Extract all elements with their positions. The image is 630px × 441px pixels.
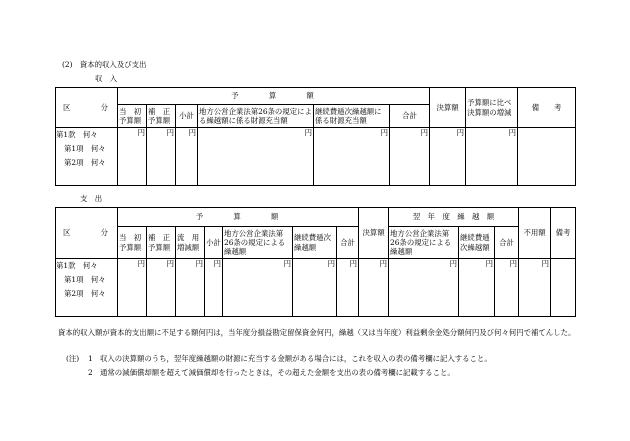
expense-next-year-header: 翌 年 度 繰 越 額 <box>389 208 519 227</box>
expense-initial-header: 当 初予算額 <box>118 227 147 259</box>
expense-ny-carryover-cell: 円 <box>389 259 459 317</box>
income-carryover-header: 地方公営企業法第26条の規定による繰越額に係る財源充当額 <box>198 105 314 128</box>
expense-table <box>55 207 576 317</box>
expense-diversion-header: 流 用増減額 <box>176 227 205 259</box>
expense-total-cell: 円 <box>337 259 359 317</box>
expense-revision-cell: 円 <box>147 259 176 317</box>
expense-remarks-cell <box>551 259 576 317</box>
expense-subtotal-header: 小計 <box>205 227 223 259</box>
expense-carryover-header: 地方公営企業法第26条の規定による繰越額 <box>223 227 293 259</box>
expense-unused-cell: 円 <box>519 259 551 317</box>
income-revision-cell: 円 <box>147 128 176 186</box>
income-row-3: 第2項 何々 <box>64 158 106 168</box>
income-total-header: 合計 <box>390 105 430 128</box>
expense-ny-carryover-header: 地方公営企業法第26条の規定による繰越額 <box>389 227 459 259</box>
income-settlement-cell: 円 <box>430 128 466 186</box>
note-2-number: 2 <box>88 368 93 377</box>
expense-category-header: 区 分 <box>56 208 118 259</box>
expense-ny-continuing-cell: 円 <box>459 259 495 317</box>
income-heading: 収 入 <box>95 74 118 83</box>
income-continuing-cell: 円 <box>314 128 390 186</box>
notes-label: (注) <box>66 354 80 363</box>
income-initial-cell: 円 <box>118 128 147 186</box>
income-subtotal-header: 小計 <box>176 105 198 128</box>
income-row-1: 第1款 何々 <box>56 130 98 139</box>
expense-subtotal-cell: 円 <box>205 259 223 317</box>
expense-continuing-cell: 円 <box>293 259 337 317</box>
expense-row-1: 第1款 何々 <box>56 261 98 270</box>
note-2-text: 通常の減価償却額を超えて減価償却を行ったときは，その超えた金額を支出の表の備考欄に記載すること。 <box>100 368 455 377</box>
income-category-header: 区 分 <box>56 88 118 128</box>
expense-continuing-header: 継続費逓次繰越額 <box>293 227 337 259</box>
income-initial-header: 当 初予算額 <box>118 105 147 128</box>
expense-heading: 支 出 <box>80 194 103 203</box>
expense-ny-continuing-header: 継続費逓次繰越額 <box>459 227 495 259</box>
income-table <box>55 87 576 186</box>
income-row-2: 第1項 何々 <box>64 144 106 154</box>
expense-row-2: 第1項 何々 <box>64 275 106 285</box>
expense-settlement-cell: 円 <box>359 259 389 317</box>
expense-diversion-cell: 円 <box>176 259 205 317</box>
expense-ny-total-header: 合計 <box>495 227 519 259</box>
note-1-text: 収入の決算額のうち，翌年度繰越額の財源に充当する金額がある場合には，これを収入の表の備考欄に記入すること。 <box>100 354 492 363</box>
expense-carryover-cell: 円 <box>223 259 293 317</box>
income-total-cell: 円 <box>390 128 430 186</box>
income-continuing-header: 継続費逓次繰越額に係る財源充当額 <box>314 105 390 128</box>
expense-initial-cell: 円 <box>118 259 147 317</box>
income-row-labels <box>56 128 118 186</box>
expense-settlement-header: 決算額 <box>359 208 389 259</box>
income-carryover-cell: 円 <box>198 128 314 186</box>
expense-unused-header: 不用額 <box>519 208 551 259</box>
expense-ny-total-cell: 円 <box>495 259 519 317</box>
section-title: (2) 資本的収入及び支出 <box>62 60 147 69</box>
expense-revision-header: 補 正予算額 <box>147 227 176 259</box>
expense-total-header: 合計 <box>337 227 359 259</box>
expense-row-3: 第2項 何々 <box>64 289 106 299</box>
note-1-number: 1 <box>88 354 93 363</box>
income-settlement-header: 決算額 <box>430 88 466 128</box>
expense-row-labels <box>56 259 118 317</box>
income-diff-header: 予算額に比べ決算額の増減 <box>466 88 518 128</box>
income-revision-header: 補 正予算額 <box>147 105 176 128</box>
income-diff-cell: 円 <box>466 128 518 186</box>
funding-paragraph: 資本的収入額が資本的支出額に不足する額何円は，当年度分損益勘定留保資金何円，繰越（又は当年度）利益剰余金処分額何円及び何々何円で補てんした。 <box>58 328 576 337</box>
income-remarks-cell <box>518 128 576 186</box>
income-budget-header: 予 算 額 <box>118 88 430 105</box>
income-remarks-header: 備 考 <box>518 88 576 128</box>
expense-remarks-header: 備考 <box>551 208 576 259</box>
income-subtotal-cell: 円 <box>176 128 198 186</box>
expense-budget-header: 予 算 額 <box>118 208 359 227</box>
